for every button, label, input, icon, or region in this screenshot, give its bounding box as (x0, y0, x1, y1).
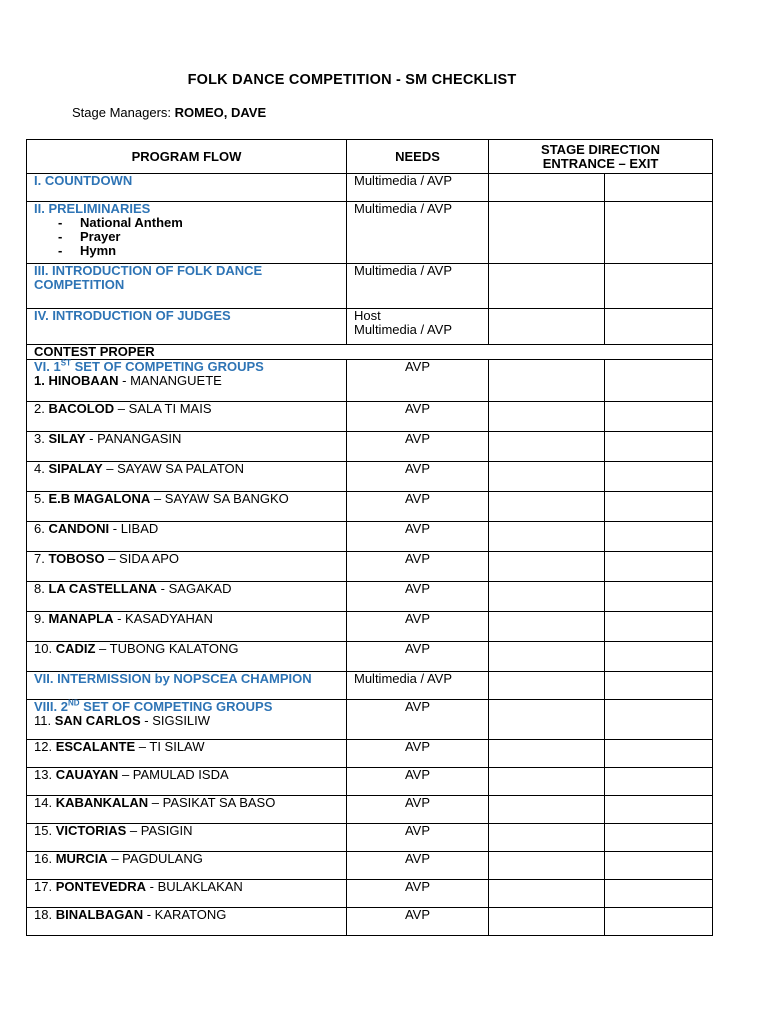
group-separator: - (146, 879, 158, 894)
group-cell (27, 642, 347, 672)
needs-cell: AVP (347, 642, 489, 672)
group-cell (27, 908, 347, 936)
group-dance: SIDA APO (119, 551, 180, 566)
group-cell (27, 824, 347, 852)
group-number: 17. (34, 879, 53, 894)
group-town: VICTORIAS (55, 823, 127, 838)
group-town: BINALBAGAN (55, 907, 144, 922)
group-town: HINOBAAN (48, 373, 119, 388)
group-number: 18. (34, 907, 53, 922)
group-town: BACOLOD (48, 401, 115, 416)
group-dance: SAYAW SA PALATON (117, 461, 245, 476)
header-needs: NEEDS (347, 140, 489, 174)
group-dance: PASIKAT SA BASO (162, 795, 276, 810)
group-dance: TI SILAW (149, 739, 205, 754)
group-separator: - (109, 521, 121, 536)
group-number: 2. (34, 401, 45, 416)
table-row (27, 432, 713, 462)
header-program-flow: PROGRAM FLOW (27, 140, 347, 174)
group-entry (34, 492, 339, 506)
row-intro-folk-dance: III. INTRODUCTION OF FOLK DANCE COMPETITION (27, 264, 347, 309)
group-dance: SALA TI MAIS (128, 401, 212, 416)
row-countdown: I. COUNTDOWN (27, 174, 347, 202)
exit-cell (605, 522, 713, 552)
table-row (27, 309, 713, 345)
group-entry (34, 714, 339, 728)
table-row (27, 880, 713, 908)
table-row (27, 360, 713, 402)
group-separator: – (126, 823, 141, 838)
group-entry (34, 642, 339, 656)
group-number: 12. (34, 739, 53, 754)
set-heading-text: SET OF COMPETING GROUPS (70, 359, 264, 374)
group-number: 14. (34, 795, 53, 810)
contest-proper-heading: CONTEST PROPER (27, 345, 713, 360)
entrance-cell (489, 908, 605, 936)
group-number: 3. (34, 431, 45, 446)
needs-cell: AVP (347, 462, 489, 492)
stage-managers-value: ROMEO, DAVE (174, 105, 267, 120)
group-town: PONTEVEDRA (55, 879, 146, 894)
group-cell (27, 552, 347, 582)
group-entry (34, 374, 339, 388)
table-row (27, 768, 713, 796)
group-town: E.B MAGALONA (48, 491, 151, 506)
group-dance: SAYAW SA BANGKO (164, 491, 289, 506)
stage-managers-label: Stage Managers: (72, 105, 172, 120)
group-cell (27, 612, 347, 642)
group-entry (34, 740, 339, 754)
entrance-cell (489, 642, 605, 672)
exit-cell (605, 824, 713, 852)
group-dance: BULAKLAKAN (157, 879, 243, 894)
group-number: 4. (34, 461, 45, 476)
exit-cell (605, 612, 713, 642)
needs-host: Host (354, 308, 381, 323)
needs-cell: Multimedia / AVP (347, 202, 489, 264)
table-row (27, 672, 713, 700)
needs-cell: AVP (347, 700, 489, 740)
header-stage-direction-line2: ENTRANCE – EXIT (542, 155, 659, 171)
needs-cell: AVP (347, 432, 489, 462)
entrance-cell (489, 174, 605, 202)
group-number: 15. (34, 823, 53, 838)
table-row (27, 552, 713, 582)
table-row (27, 740, 713, 768)
needs-cell: AVP (347, 582, 489, 612)
entrance-cell (489, 880, 605, 908)
entrance-cell (489, 462, 605, 492)
group-entry (34, 522, 339, 536)
exit-cell (605, 582, 713, 612)
row-intermission: VII. INTERMISSION by NOPSCEA CHAMPION (27, 672, 347, 700)
group-separator: - (113, 611, 126, 626)
needs-cell: AVP (347, 880, 489, 908)
exit-cell (605, 552, 713, 582)
table-row (27, 908, 713, 936)
group-cell (27, 740, 347, 768)
table-row (27, 700, 713, 740)
group-cell (27, 880, 347, 908)
row-preliminaries (27, 202, 347, 264)
set-heading (34, 360, 339, 374)
entrance-cell (489, 402, 605, 432)
group-dance: TUBONG KALATONG (109, 641, 239, 656)
entrance-cell (489, 360, 605, 402)
entrance-cell (489, 492, 605, 522)
group-dance: PAGDULANG (122, 851, 203, 866)
group-town: SAN CARLOS (54, 713, 141, 728)
set-heading-text: VIII. 2 (34, 699, 68, 714)
exit-cell (605, 264, 713, 309)
group-separator: – (107, 851, 123, 866)
exit-cell (605, 642, 713, 672)
group-number: 1. (34, 373, 45, 388)
needs-cell: AVP (347, 612, 489, 642)
exit-cell (605, 432, 713, 462)
entrance-cell (489, 552, 605, 582)
group-number: 8. (34, 581, 45, 596)
exit-cell (605, 462, 713, 492)
group-entry (34, 768, 339, 782)
group-dance: PASIGIN (140, 823, 193, 838)
header-row (27, 140, 713, 174)
table-row (27, 462, 713, 492)
entrance-cell (489, 740, 605, 768)
group-entry (34, 552, 339, 566)
entrance-cell (489, 582, 605, 612)
group-town: ESCALANTE (55, 739, 136, 754)
list-item: - Hymn (58, 244, 339, 258)
group-entry (34, 462, 339, 476)
set-heading-text: VI. 1 (34, 359, 61, 374)
set2-rows (27, 700, 713, 936)
needs-cell: AVP (347, 360, 489, 402)
group-town: TOBOSO (48, 551, 105, 566)
entrance-cell (489, 309, 605, 345)
exit-cell (605, 796, 713, 824)
list-item: - National Anthem (58, 216, 339, 230)
group-separator: – (114, 401, 129, 416)
preliminaries-list (34, 216, 339, 258)
group-cell (27, 462, 347, 492)
table-row (27, 522, 713, 552)
needs-cell: Multimedia / AVP (347, 174, 489, 202)
exit-cell (605, 852, 713, 880)
group-cell (27, 522, 347, 552)
stage-managers (72, 105, 266, 120)
set-heading-sup: ND (67, 698, 80, 708)
entrance-cell (489, 202, 605, 264)
entrance-cell (489, 796, 605, 824)
table-row (27, 612, 713, 642)
group-separator: – (95, 641, 110, 656)
group-number: 7. (34, 551, 45, 566)
exit-cell (605, 202, 713, 264)
header-stage-direction-line1: STAGE DIRECTION (541, 141, 660, 157)
exit-cell (605, 672, 713, 700)
table-row (27, 852, 713, 880)
needs-cell: AVP (347, 768, 489, 796)
needs-cell: AVP (347, 492, 489, 522)
table-row (27, 345, 713, 360)
group-town: CADIZ (55, 641, 96, 656)
exit-cell (605, 174, 713, 202)
group-town: CAUAYAN (55, 767, 119, 782)
preliminaries-heading: II. PRELIMINARIES (34, 201, 151, 216)
entrance-cell (489, 612, 605, 642)
group-dance: KARATONG (154, 907, 227, 922)
group-separator: - (143, 907, 155, 922)
table-row (27, 824, 713, 852)
set-heading-sup: ST (60, 358, 71, 368)
group-town: MANAPLA (48, 611, 114, 626)
row-intro-judges: IV. INTRODUCTION OF JUDGES (27, 309, 347, 345)
group-cell (27, 432, 347, 462)
exit-cell (605, 740, 713, 768)
needs-cell: AVP (347, 824, 489, 852)
table-row (27, 202, 713, 264)
exit-cell (605, 309, 713, 345)
entrance-cell (489, 432, 605, 462)
group-cell (27, 768, 347, 796)
needs-cell: Multimedia / AVP (347, 264, 489, 309)
group-number: 16. (34, 851, 53, 866)
group-dance: PAMULAD ISDA (132, 767, 229, 782)
group-entry (34, 612, 339, 626)
table-row (27, 174, 713, 202)
entrance-cell (489, 700, 605, 740)
group-cell (27, 852, 347, 880)
table-row (27, 796, 713, 824)
document-title: FOLK DANCE COMPETITION - SM CHECKLIST (187, 72, 517, 88)
needs-cell: AVP (347, 796, 489, 824)
group-town: LA CASTELLANA (48, 581, 158, 596)
exit-cell (605, 880, 713, 908)
group-number: 9. (34, 611, 45, 626)
group-separator: – (104, 551, 120, 566)
group-cell (27, 402, 347, 432)
group-entry (34, 432, 339, 446)
entrance-cell (489, 768, 605, 796)
group-dance: LIBAD (120, 521, 159, 536)
entrance-cell (489, 264, 605, 309)
table-row (27, 582, 713, 612)
group-separator: – (148, 795, 163, 810)
group-entry (34, 824, 339, 838)
needs-cell: AVP (347, 402, 489, 432)
table-row (27, 642, 713, 672)
exit-cell (605, 402, 713, 432)
group-entry (34, 796, 339, 810)
table-row (27, 492, 713, 522)
group-number: 13. (34, 767, 53, 782)
needs-cell: AVP (347, 522, 489, 552)
group-town: CANDONI (48, 521, 110, 536)
group-dance: KASADYAHAN (125, 611, 213, 626)
group-separator: – (102, 461, 118, 476)
group-dance: PANANGASIN (97, 431, 182, 446)
group-dance: SIGSILIW (152, 713, 211, 728)
group-town: SILAY (48, 431, 86, 446)
set1-rows (27, 360, 713, 672)
group-entry (34, 852, 339, 866)
group-cell (27, 360, 347, 402)
group-separator: - (85, 431, 98, 446)
group-separator: - (118, 373, 131, 388)
exit-cell (605, 908, 713, 936)
table-row (27, 264, 713, 309)
group-cell (27, 492, 347, 522)
exit-cell (605, 700, 713, 740)
needs-cell: AVP (347, 740, 489, 768)
group-separator: - (140, 713, 153, 728)
entrance-cell (489, 672, 605, 700)
group-number: 5. (34, 491, 45, 506)
set-heading-text: SET OF COMPETING GROUPS (79, 699, 273, 714)
needs-cell: AVP (347, 552, 489, 582)
entrance-cell (489, 824, 605, 852)
set-heading (34, 700, 339, 714)
group-cell (27, 582, 347, 612)
group-dance: MANANGUETE (130, 373, 222, 388)
list-item: - Prayer (58, 230, 339, 244)
needs-cell: Multimedia / AVP (347, 672, 489, 700)
table-row (27, 402, 713, 432)
header-stage-direction (489, 140, 713, 174)
group-cell (27, 700, 347, 740)
needs-cell (347, 309, 489, 345)
exit-cell (605, 360, 713, 402)
group-separator: – (150, 491, 165, 506)
group-dance: SAGAKAD (168, 581, 232, 596)
group-town: KABANKALAN (55, 795, 149, 810)
group-entry (34, 582, 339, 596)
group-number: 11. (34, 713, 52, 728)
group-number: 10. (34, 641, 53, 656)
needs-cell: AVP (347, 908, 489, 936)
group-town: MURCIA (55, 851, 108, 866)
checklist-table (26, 139, 713, 936)
group-number: 6. (34, 521, 45, 536)
exit-cell (605, 492, 713, 522)
group-separator: – (135, 739, 150, 754)
entrance-cell (489, 522, 605, 552)
group-cell (27, 796, 347, 824)
group-entry (34, 402, 339, 416)
group-separator: - (157, 581, 169, 596)
needs-cell: AVP (347, 852, 489, 880)
entrance-cell (489, 852, 605, 880)
group-town: SIPALAY (48, 461, 103, 476)
group-entry (34, 908, 339, 922)
group-separator: – (118, 767, 133, 782)
group-entry (34, 880, 339, 894)
needs-mm-avp: Multimedia / AVP (354, 322, 453, 337)
exit-cell (605, 768, 713, 796)
